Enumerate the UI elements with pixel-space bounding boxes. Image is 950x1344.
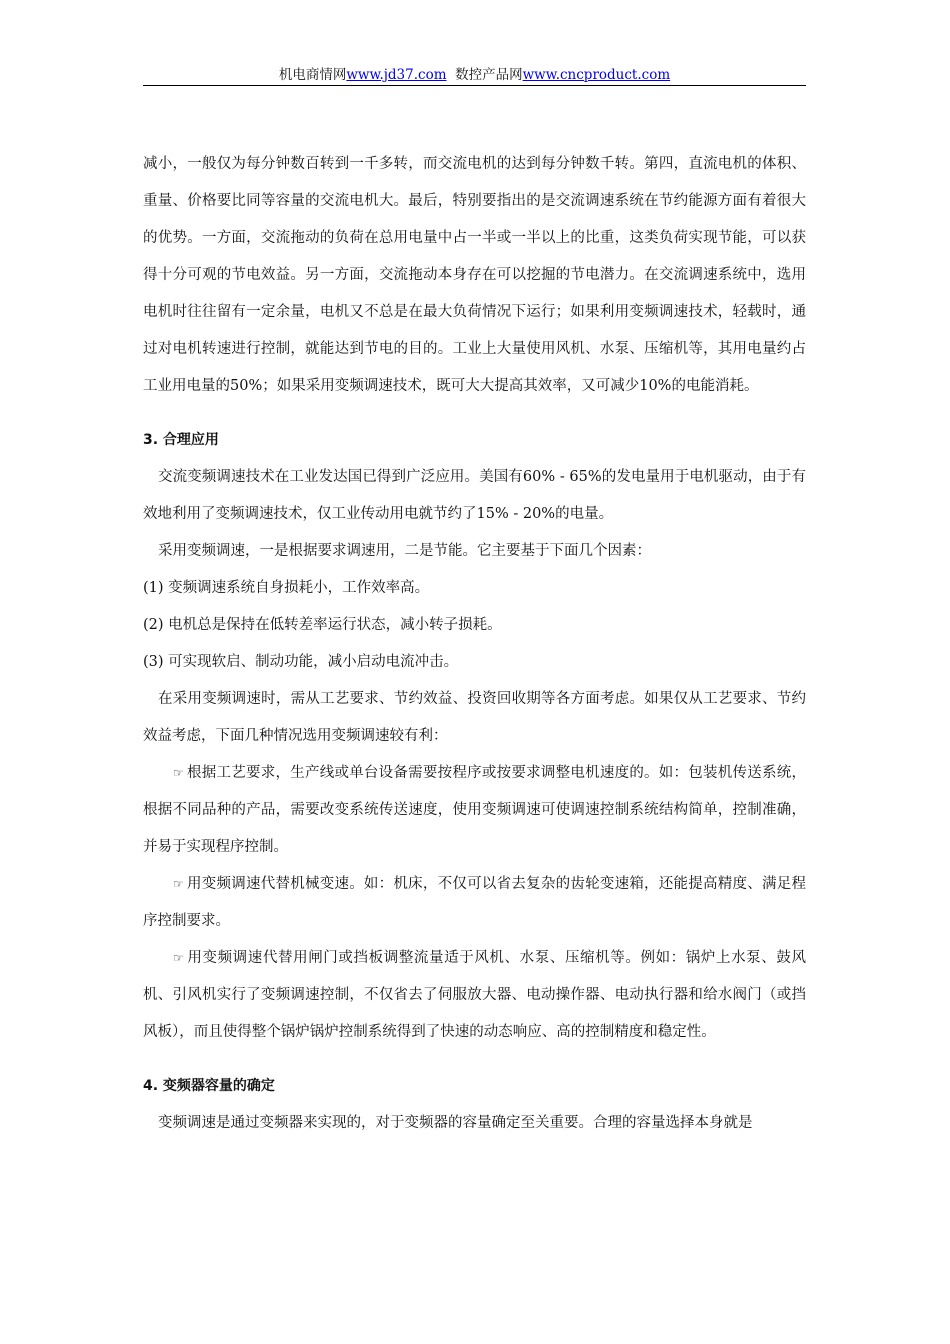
document-body xyxy=(143,146,806,1142)
section-4-heading: 4. 变频器容量的确定 xyxy=(143,1078,275,1094)
page-header xyxy=(143,66,806,84)
pointing-hand-icon: ☞ xyxy=(173,951,184,965)
header-site2-link[interactable]: www.cncproduct.com xyxy=(522,67,671,83)
bullet-item-1 xyxy=(143,755,806,866)
bullet-item-2 xyxy=(143,866,806,940)
pointing-hand-icon: ☞ xyxy=(173,877,184,891)
factor-item-2: (2) 电机总是保持在低转差率运行状态，减小转子损耗。 xyxy=(143,617,502,633)
section-3-paragraph-1: 交流变频调速技术在工业发达国已得到广泛应用。美国有60% - 65%的发电量用于电机驱动，由于有效地利用了变频调速技术，仅工业传动用电就节约了15% - 20%的电量。 xyxy=(143,469,806,522)
bullet-item-1-text: 根据工艺要求，生产线或单台设备需要按程序或按要求调整电机速度的。如：包装机传送系统，根据不同品种的产品，需要改变系统传送速度，使用变频调速可使调速控制系统结构简单，控制准确，并易于实现程序控制。 xyxy=(143,765,806,855)
header-site1-link[interactable]: www.jd37.com xyxy=(346,67,447,83)
bullet-item-3-text: 用变频调速代替用闸门或挡板调整流量适于风机、水泵、压缩机等。例如：锅炉上水泵、鼓风机、引风机实行了变频调速控制，不仅省去了伺服放大器、电动操作器、电动执行器和给水阀门（或挡风板），而且使得整个锅炉锅炉控制系统得到了快速的动态响应、高的控制精度和稳定性。 xyxy=(143,950,806,1040)
bullet-item-2-text: 用变频调速代替机械变速。如：机床，不仅可以省去复杂的齿轮变速箱，还能提高精度、满足程序控制要求。 xyxy=(143,876,806,929)
section-4-paragraph-1: 变频调速是通过变频器来实现的，对于变频器的容量确定至关重要。合理的容量选择本身就是 xyxy=(158,1115,753,1131)
bullet-item-3 xyxy=(143,940,806,1051)
header-site2-name: 数控产品网 xyxy=(455,67,523,83)
intro-paragraph: 减小，一般仅为每分钟数百转到一千多转，而交流电机的达到每分钟数千转。第四，直流电机的体积、重量、价格要比同等容量的交流电机大。最后，特别要指出的是交流调速系统在节约能源方面有着很大的优势。一方面，交流拖动的负荷在总用电量中占一半或一半以上的比重，这类负荷实现节能，可以获得十分可观的节电效益。另一方面，交流拖动本身存在可以挖掘的节电潜力。在交流调速系统中，选用电机时往往留有一定余量，电机又不总是在最大负荷情况下运行；如果利用变频调速技术，轻载时，通过对电机转速进行控制，就能达到节电的目的。工业上大量使用风机、水泵、压缩机等，其用电量约占工业用电量的50%；如果采用变频调速技术，既可大大提高其效率，又可减少10%的电能消耗。 xyxy=(143,156,806,394)
section-3-paragraph-3: 在采用变频调速时，需从工艺要求、节约效益、投资回收期等各方面考虑。如果仅从工艺要求、节约效益考虑，下面几种情况选用变频调速较有利： xyxy=(143,691,806,744)
pointing-hand-icon: ☞ xyxy=(173,766,184,780)
header-site1-name: 机电商情网 xyxy=(278,67,347,83)
section-3-heading: 3. 合理应用 xyxy=(143,432,219,448)
header-divider xyxy=(143,85,806,86)
section-3-paragraph-2: 采用变频调速，一是根据要求调速用，二是节能。它主要基于下面几个因素： xyxy=(158,543,651,559)
factor-item-3: (3) 可实现软启、制动功能，减小启动电流冲击。 xyxy=(143,654,459,670)
factor-item-1: (1) 变频调速系统自身损耗小，工作效率高。 xyxy=(143,580,430,596)
